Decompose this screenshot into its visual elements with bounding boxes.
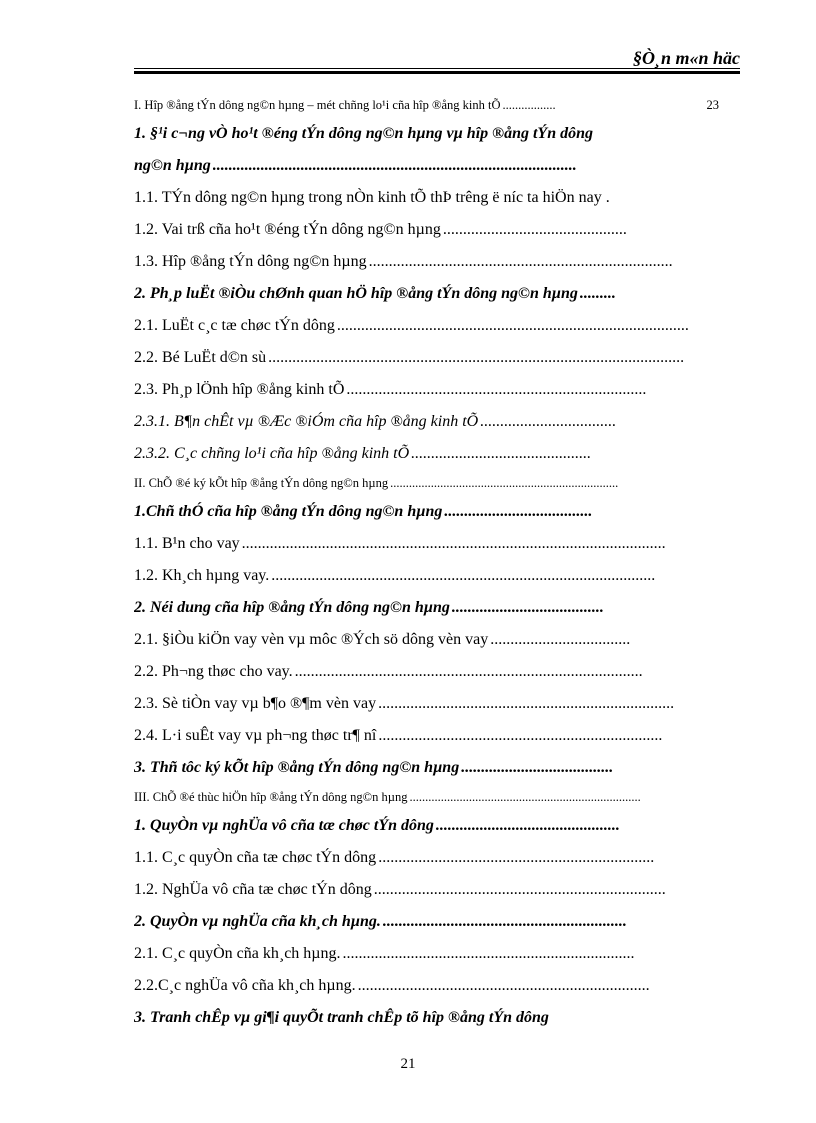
toc-entry [134, 470, 719, 496]
toc-entry-leader: ............................................................................ [368, 253, 673, 270]
toc-entry-title: 1.2. NghÜa vô cña tæ chøc tÝn dông [134, 881, 372, 898]
toc-entry-leader: ........................................................................................... [212, 157, 577, 174]
toc-entry-leader: .......................................................................... [409, 790, 641, 804]
toc-entry [134, 560, 719, 592]
toc-entry [134, 438, 719, 470]
toc-entry [134, 118, 719, 150]
header-rule-thick [134, 71, 740, 74]
toc-entry [134, 906, 719, 938]
toc-entry [134, 342, 719, 374]
toc-entry-leader: ........................................................................... [346, 381, 647, 398]
page-number: 21 [400, 1056, 416, 1072]
toc-entry-title: 2.1. §iÒu kiÖn vay vèn vµ môc ®Ých sö dông vèn vay [134, 631, 489, 648]
toc-entry-title: 1.1. C¸c quyÒn cña tæ chøc tÝn dông [134, 849, 377, 866]
toc-entry-leader: ........................................................................................ [336, 317, 689, 334]
toc-entry [134, 810, 719, 842]
toc-entry [134, 246, 719, 278]
toc-entry-leader: .............................................. [435, 817, 620, 834]
toc-entry-title: 1. §¹i c¬ng vÒ ho¹t ®éng tÝn dông ng©n hµng vµ hîp ®ång tÝn dông [134, 125, 593, 142]
toc-entry [134, 528, 719, 560]
toc-entry-leader: ............................................. [411, 445, 592, 462]
toc-entry [134, 970, 719, 1002]
toc-entry-title: 2.1. LuËt c¸c tæ chøc tÝn dông [134, 317, 335, 334]
toc-entry-title: 2. Néi dung cña hîp ®ång tÝn dông ng©n hµng [134, 599, 450, 616]
toc-entry [134, 182, 719, 214]
toc-entry [134, 496, 719, 528]
toc-entry-title: 2.2. Ph¬ng thøc cho vay. [134, 663, 293, 680]
toc-entry-title: 2.4. L·i suÊt vay vµ ph¬ng thøc tr¶ nî [134, 727, 377, 744]
toc-entry-title: ng©n hµng [134, 157, 211, 174]
header-title: §Ò¸n m«n häc [632, 48, 740, 68]
toc-entry-leader: ......................................................................... [373, 881, 666, 898]
toc-entry-leader: ................................................................................................ [271, 567, 656, 584]
toc-entry-leader: .......................................................................... [378, 695, 675, 712]
toc-entry [134, 592, 719, 624]
toc-entry [134, 278, 719, 310]
toc-entry [134, 624, 719, 656]
toc-entry [134, 688, 719, 720]
toc-entry-title: 2.3. Sè tiÒn vay vµ b¶o ®¶m vèn vay [134, 695, 377, 712]
toc-entry-leader: .................................. [480, 413, 617, 430]
toc-entry-title: 2.3.2. C¸c chñng lo¹i cña hîp ®ång kinh tÕ [134, 445, 410, 462]
toc-entry-title: 2.2.C¸c nghÜa vô cña kh¸ch hµng. [134, 977, 356, 994]
toc-entry-title: 1.1. B¹n cho vay [134, 535, 240, 552]
toc-entry-leader: ......................................................................... [357, 977, 650, 994]
toc-entry [134, 752, 719, 784]
toc-entry-title: 3. Thñ tôc ký kÕt hîp ®ång tÝn dông ng©n hµng [134, 759, 460, 776]
toc-entry-leader: ..................................... [444, 503, 593, 520]
toc-entry-title: I. Hîp ®ång tÝn dông ng©n hµng – mét chñng lo¹i cña hîp ®ång kinh tÕ [134, 98, 501, 112]
table-of-contents [134, 92, 719, 1034]
toc-entry-leader: ................................... [490, 631, 631, 648]
toc-entry [134, 720, 719, 752]
toc-entry [134, 310, 719, 342]
toc-entry [134, 374, 719, 406]
toc-entry [134, 938, 719, 970]
toc-entry-leader: .......................................................................................................... [241, 535, 666, 552]
toc-entry [134, 656, 719, 688]
toc-entry-title: 1.3. Hîp ®ång tÝn dông ng©n hµng [134, 253, 367, 270]
toc-entry-leader: ............................................................. [382, 913, 627, 930]
header-rule [134, 68, 740, 69]
toc-entry-leader: ....................................................................... [378, 727, 663, 744]
toc-entry-leader: ................. [502, 98, 556, 112]
toc-entry-title: 2. Ph¸p luËt ®iÒu chØnh quan hÖ hîp ®ång tÝn dông ng©n hµng [134, 285, 578, 302]
toc-entry-title: 2. QuyÒn vµ nghÜa cña kh¸ch hµng. [134, 913, 381, 930]
toc-entry-leader: ...................................... [451, 599, 604, 616]
toc-entry-leader: ......................................................................... [390, 476, 619, 490]
toc-entry-leader: .............................................. [442, 221, 627, 238]
toc-entry-leader: ....................................................................................... [294, 663, 643, 680]
toc-entry-title: III. ChÕ ®é thùc hiÖn hîp ®ång tÝn dông ng©n hµng [134, 790, 408, 804]
toc-entry-leader: ......................................................................... [342, 945, 635, 962]
running-header [134, 44, 740, 74]
toc-entry-leader: ........................................................................................................ [268, 349, 685, 366]
toc-entry [134, 842, 719, 874]
toc-entry [134, 1002, 719, 1034]
toc-entry-title: 1.2. Vai trß cña ho¹t ®éng tÝn dông ng©n hµng [134, 221, 441, 238]
toc-entry [134, 92, 719, 118]
toc-entry-title: II. ChÕ ®é ký kÕt hîp ®ång tÝn dông ng©n hµng [134, 476, 389, 490]
toc-entry-title: 2.1. C¸c quyÒn cña kh¸ch hµng. [134, 945, 341, 962]
toc-entry-title: 2.3.1. B¶n chÊt vµ ®Æc ®iÓm cña hîp ®ång kinh tÕ [134, 413, 479, 430]
toc-entry-title: 1.2. Kh¸ch hµng vay. [134, 567, 270, 584]
toc-entry [134, 406, 719, 438]
toc-entry-title: 1.1. TÝn dông ng©n hµng trong nÒn kinh tÕ thÞ trêng ë níc ta hiÖn nay . [134, 189, 610, 206]
toc-entry-title: 1.Chñ thÓ cña hîp ®ång tÝn dông ng©n hµng [134, 503, 443, 520]
toc-entry-leader: ...................................... [461, 759, 614, 776]
toc-entry-leader: ......... [579, 285, 616, 302]
toc-entry-title: 3. Tranh chÊp vµ gi¶i quyÕt tranh chÊp tõ hîp ®ång tÝn dông [134, 1009, 549, 1026]
toc-entry-page: 23 [706, 98, 719, 112]
toc-entry-leader: ..................................................................... [378, 849, 655, 866]
toc-entry-title: 2.3. Ph¸p lÖnh hîp ®ång kinh tÕ [134, 381, 345, 398]
toc-entry [134, 150, 719, 182]
toc-entry-title: 1. QuyÒn vµ nghÜa vô cña tæ chøc tÝn dông [134, 817, 434, 834]
toc-entry [134, 214, 719, 246]
toc-entry [134, 784, 719, 810]
toc-entry-title: 2.2. Bé LuËt d©n sù [134, 349, 267, 366]
toc-entry [134, 874, 719, 906]
